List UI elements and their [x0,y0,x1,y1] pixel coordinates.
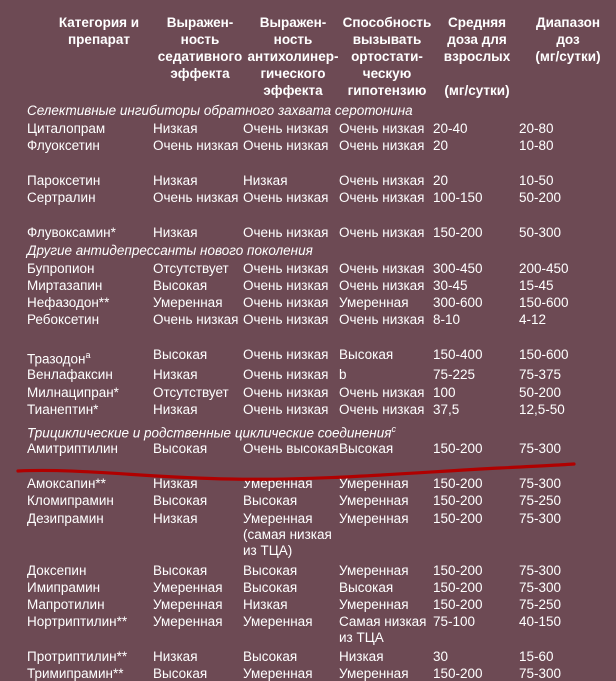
dose-cell: 75-100 [433,614,476,629]
anticholinergic-cell: Очень низкая [243,278,329,293]
drug-name: Тианептин* [27,402,99,417]
header-orthostatic-line: гипотензию [347,83,427,98]
dose-cell: 300-600 [433,295,483,310]
orthostatic-cell: Очень низкая [339,278,425,293]
drug-name: Дезипрамин [27,511,104,526]
drug-name: Сертралин [27,190,96,205]
orthostatic-cell: Очень низкая [339,121,425,136]
header-category-line: Категория и [58,15,140,30]
sedative-cell: Низкая [153,649,198,664]
anticholinergic-cell: Высокая [243,493,298,508]
section-title: Другие антидепрессанты нового поколения [27,243,313,258]
orthostatic-cell: Самая низкая из ТЦА [339,614,427,645]
drug-name: Венлафаксин [27,367,113,382]
sedative-cell: Высокая [153,563,208,578]
range-cell: 150-600 [519,295,569,310]
header-dose-line: доза для [447,32,507,47]
anticholinergic-cell: Очень низкая [243,138,329,153]
drug-name: Имипрамин [27,580,101,595]
range-cell: 75-300 [519,666,562,681]
sedative-cell: Высокая [153,493,208,508]
anticholinergic-cell: Низкая [243,173,288,188]
anticholinergic-cell: Очень высокая [243,441,339,456]
header-dose-line: взрослых [443,49,511,64]
range-cell: 10-80 [519,138,554,153]
anticholinergic-cell: Умеренная [243,476,313,491]
orthostatic-cell: Умеренная [339,476,409,491]
range-cell: 10-50 [519,173,554,188]
sedative-cell: Низкая [153,402,198,417]
drug-name: Ребоксетин [27,312,100,327]
sedative-cell: Высокая [153,278,208,293]
anticholinergic-cell: Умеренная [243,666,313,681]
dose-cell: 150-200 [433,666,483,681]
header-category-line: препарат [68,32,130,47]
dose-cell: 30 [433,649,449,664]
range-cell: 50-200 [519,190,562,205]
header-range-line: доз [556,32,580,47]
sedative-cell: Умеренная [153,614,223,629]
orthostatic-cell: Умеренная [339,563,409,578]
range-cell: 75-300 [519,563,562,578]
sedative-cell: Умеренная [153,580,223,595]
orthostatic-cell: Умеренная [339,295,409,310]
orthostatic-cell: Очень низкая [339,261,425,276]
header-orthostatic-line: вызывать [352,32,422,47]
range-cell: 40-150 [519,614,562,629]
orthostatic-cell: Очень низкая [339,225,425,240]
dose-cell: 37,5 [433,402,460,417]
dose-cell: 150-200 [433,493,483,508]
dose-cell: 150-200 [433,511,483,526]
anticholinergic-cell: Высокая [243,649,298,664]
range-cell: 50-200 [519,385,562,400]
sedative-cell: Очень низкая [153,138,239,153]
anticholinergic-cell: Высокая [243,563,298,578]
range-cell: 4-12 [519,312,547,327]
drug-name: Кломипрамин [27,493,114,508]
drug-name-text: Тразодон [27,351,86,367]
drug-name: Тримипрамин** [27,666,124,681]
drug-name: Амитриптилин [27,441,118,456]
dose-cell: 20 [433,138,449,153]
header-anticholinergic-line: гического [260,66,326,81]
dose-cell: 150-200 [433,225,483,240]
header-orthostatic-line: Способность [342,15,432,30]
drug-name: Бупропион [27,261,95,276]
drug-name: Мапротилин [27,597,105,612]
orthostatic-cell: Высокая [339,580,394,595]
header-anticholinergic-line: эффекта [263,83,323,98]
drug-name: Милнаципран* [27,385,119,400]
anticholinergic-cell: Очень низкая [243,312,329,327]
drug-name: Нефазодон** [27,295,110,310]
range-cell: 20-80 [519,121,554,136]
anticholinergic-cell: Очень низкая [243,225,329,240]
range-cell: 75-300 [519,476,562,491]
drug-name: Флувоксамин* [27,225,116,240]
range-cell: 150-600 [519,347,569,362]
orthostatic-cell: Умеренная [339,666,409,681]
anticholinergic-cell: Очень низкая [243,385,329,400]
header-sedative-line: седативного эффекта [157,49,243,81]
sedative-cell: Высокая [153,666,208,681]
sedative-cell: Низкая [153,367,198,382]
footnote-mark: a [85,350,91,360]
orthostatic-cell: Умеренная [339,597,409,612]
sedative-cell: Умеренная [153,597,223,612]
sedative-cell: Низкая [153,121,198,136]
anticholinergic-cell: Умеренная (самая низкая из ТЦА) [243,511,332,558]
header-sedative-line: ность [180,32,220,47]
sedative-cell: Отсутствует [153,385,229,400]
range-cell: 75-250 [519,493,562,508]
anticholinergic-cell: Очень низкая [243,121,329,136]
drug-name: Циталопрам [27,121,106,136]
header-orthostatic-line: ортостати- [351,49,423,64]
range-cell: 50-300 [519,225,562,240]
dose-cell: 150-200 [433,563,483,578]
sedative-cell: Низкая [153,225,198,240]
orthostatic-cell: Очень низкая [339,138,425,153]
range-cell: 75-300 [519,441,562,456]
header-range-line: (мг/сутки) [535,49,601,64]
range-cell: 15-60 [519,649,554,664]
range-cell: 75-300 [519,580,562,595]
footnote-mark: c [391,424,396,434]
sedative-cell: Низкая [153,476,198,491]
header-anticholinergic-line: ность [273,32,313,47]
drug-name: Доксепин [27,563,87,578]
sedative-cell: Очень низкая [153,312,239,327]
header-sedative-line: Выражен- [166,15,234,30]
header-range-line: Диапазон [535,15,601,30]
orthostatic-cell: Очень низкая [339,402,425,417]
section-title-text: Трициклические и родственные циклические соединения [27,425,392,441]
dose-cell: 20-40 [433,121,468,136]
dose-cell: 100-150 [433,190,483,205]
drug-name: Флуоксетин [27,138,100,153]
dose-cell: 8-10 [433,312,461,327]
sedative-cell: Низкая [153,511,198,526]
anticholinergic-cell: Очень низкая [243,261,329,276]
dose-cell: 30-45 [433,278,468,293]
header-anticholinergic-line: антихолинер- [247,49,339,64]
anticholinergic-cell: Очень низкая [243,402,329,417]
anticholinergic-cell: Низкая [243,597,288,612]
sedative-cell: Высокая [153,347,208,362]
anticholinergic-cell: Очень низкая [243,190,329,205]
header-dose-line: (мг/сутки) [444,83,510,98]
orthostatic-cell: Высокая [339,347,394,362]
orthostatic-cell: Очень низкая [339,385,425,400]
header-anticholinergic-line: Выражен- [259,15,327,30]
drug-name: Амоксапин** [27,476,106,491]
drug-name: Пароксетин [27,173,101,188]
dose-cell: 150-400 [433,347,483,362]
orthostatic-cell: Высокая [339,441,394,456]
section-title: Селективные ингибиторы обратного захвата серотонина [27,103,413,118]
orthostatic-cell: Очень низкая [339,312,425,327]
red-underline-stroke [18,464,574,479]
drug-name: Протриптилин** [27,649,128,664]
drug-name: Миртазапин [27,278,103,293]
orthostatic-cell: Очень низкая [339,173,425,188]
range-cell: 15-45 [519,278,554,293]
orthostatic-cell: Очень низкая [339,190,425,205]
range-cell: 75-375 [519,367,562,382]
dose-cell: 150-200 [433,476,483,491]
anticholinergic-cell: Умеренная [243,614,313,629]
orthostatic-cell: Умеренная [339,493,409,508]
dose-cell: 20 [433,173,449,188]
header-dose-line: Средняя [448,15,506,30]
dose-cell: 100 [433,385,456,400]
range-cell: 75-250 [519,597,562,612]
sedative-cell: Высокая [153,441,208,456]
dose-cell: 75-225 [433,367,476,382]
orthostatic-cell: Низкая [339,649,384,664]
sedative-cell: Низкая [153,173,198,188]
sedative-cell: Отсутствует [153,261,229,276]
anticholinergic-cell: Очень низкая [243,347,329,362]
sedative-cell: Очень низкая [153,190,239,205]
orthostatic-cell: b [339,367,347,382]
sedative-cell: Умеренная [153,295,223,310]
anticholinergic-cell: Высокая [243,580,298,595]
drug-name: Нортриптилин** [27,614,128,629]
dose-cell: 150-200 [433,441,483,456]
anticholinergic-cell: Очень низкая [243,295,329,310]
range-cell: 12,5-50 [519,402,565,417]
dose-cell: 150-200 [433,597,483,612]
orthostatic-cell: Умеренная [339,511,409,526]
range-cell: 200-450 [519,261,569,276]
range-cell: 75-300 [519,511,562,526]
dose-cell: 300-450 [433,261,483,276]
dose-cell: 150-200 [433,580,483,595]
anticholinergic-cell: Очень низкая [243,367,329,382]
header-orthostatic-line: ческую [362,66,412,81]
